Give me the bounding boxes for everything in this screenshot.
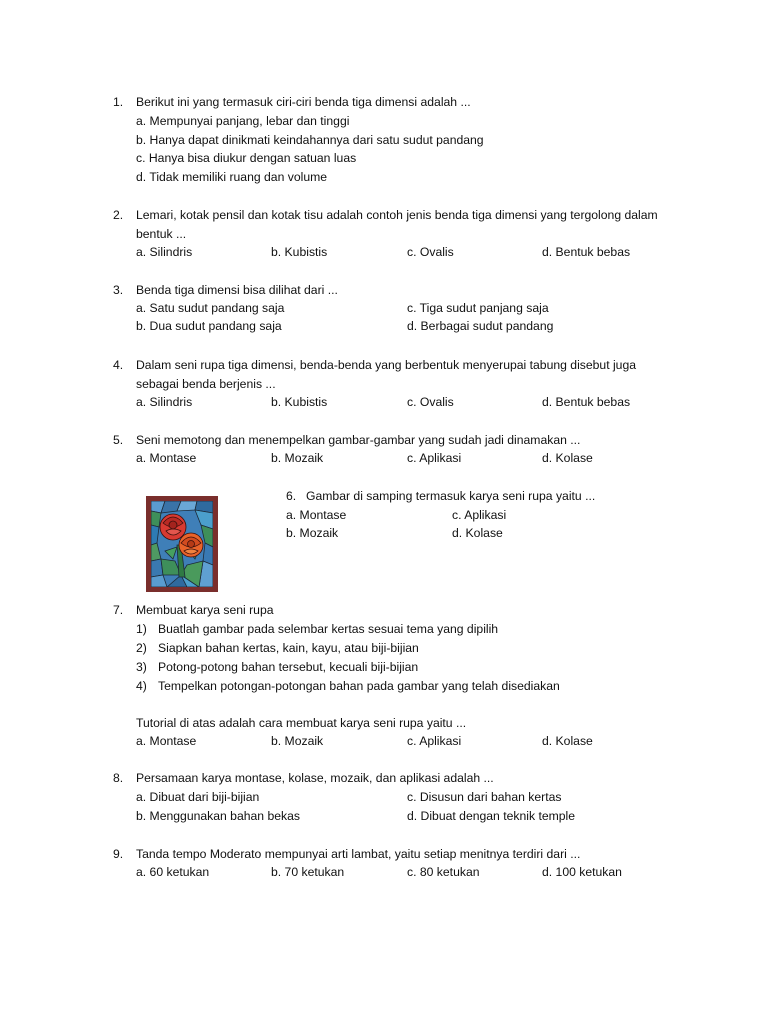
step-text: Buatlah gambar pada selembar kertas sesuai tema yang dipilih bbox=[158, 622, 499, 636]
option-d: d. Tidak memiliki ruang dan volume bbox=[136, 170, 328, 184]
question-stem-cont: sebagai benda berjenis ... bbox=[136, 377, 276, 391]
option-b: b. Mozaik bbox=[271, 734, 324, 748]
option-a: a. Dibuat dari biji-bijian bbox=[136, 790, 260, 804]
mosaic-artwork bbox=[151, 501, 213, 587]
question-number: 8. bbox=[113, 771, 124, 785]
step-number: 3) bbox=[136, 660, 147, 674]
question-number: 4. bbox=[113, 358, 124, 372]
option-c: c. Ovalis bbox=[407, 245, 454, 259]
mosaic-rose-image bbox=[146, 496, 218, 592]
question-stem: Lemari, kotak pensil dan kotak tisu adalah contoh jenis benda tiga dimensi yang tergolong dalam bbox=[136, 208, 658, 222]
option-b: b. Menggunakan bahan bekas bbox=[136, 809, 300, 823]
question-number: 1. bbox=[113, 95, 124, 109]
step-text: Siapkan bahan kertas, kain, kayu, atau biji-bijian bbox=[158, 641, 419, 655]
option-b: b. Hanya dapat dinikmati keindahannya dari satu sudut pandang bbox=[136, 133, 484, 147]
option-a: a. Satu sudut pandang saja bbox=[136, 301, 285, 315]
option-a: a. Silindris bbox=[136, 245, 193, 259]
option-c: c. Aplikasi bbox=[407, 451, 462, 465]
option-c: c. Ovalis bbox=[407, 395, 454, 409]
question-number: 7. bbox=[113, 603, 124, 617]
option-a: a. 60 ketukan bbox=[136, 865, 210, 879]
option-c: c. 80 ketukan bbox=[407, 865, 480, 879]
question-stem: Seni memotong dan menempelkan gambar-gambar yang sudah jadi dinamakan ... bbox=[136, 433, 581, 447]
question-number: 5. bbox=[113, 433, 124, 447]
option-c: c. Hanya bisa diukur dengan satuan luas bbox=[136, 151, 357, 165]
option-d: d. Kolase bbox=[542, 451, 593, 465]
question-number: 9. bbox=[113, 847, 124, 861]
option-c: c. Disusun dari bahan kertas bbox=[407, 790, 562, 804]
option-b: b. Dua sudut pandang saja bbox=[136, 319, 282, 333]
option-b: b. Kubistis bbox=[271, 245, 328, 259]
option-b: b. Kubistis bbox=[271, 395, 328, 409]
option-d: d. Kolase bbox=[452, 526, 503, 540]
option-d: d. Bentuk bebas bbox=[542, 245, 631, 259]
question-number: 2. bbox=[113, 208, 124, 222]
option-d: d. 100 ketukan bbox=[542, 865, 622, 879]
option-c: c. Tiga sudut panjang saja bbox=[407, 301, 549, 315]
option-a: a. Montase bbox=[286, 508, 347, 522]
question-stem: Persamaan karya montase, kolase, mozaik, dan aplikasi adalah ... bbox=[136, 771, 494, 785]
step-number: 1) bbox=[136, 622, 147, 636]
option-a: a. Montase bbox=[136, 451, 197, 465]
question-stem: Membuat karya seni rupa bbox=[136, 603, 274, 617]
option-b: b. 70 ketukan bbox=[271, 865, 345, 879]
option-c: c. Aplikasi bbox=[407, 734, 462, 748]
step-text: Potong-potong bahan tersebut, kecuali biji-bijian bbox=[158, 660, 419, 674]
step-number: 4) bbox=[136, 679, 147, 693]
question-stem: Benda tiga dimensi bisa dilihat dari ... bbox=[136, 283, 338, 297]
option-b: b. Mozaik bbox=[286, 526, 339, 540]
question-stem: Gambar di samping termasuk karya seni rupa yaitu ... bbox=[306, 489, 596, 503]
option-a: a. Silindris bbox=[136, 395, 193, 409]
question-stem: Tanda tempo Moderato mempunyai arti lambat, yaitu setiap menitnya terdiri dari ... bbox=[136, 847, 581, 861]
option-c: c. Aplikasi bbox=[452, 508, 507, 522]
question-number: 3. bbox=[113, 283, 124, 297]
option-a: a. Mempunyai panjang, lebar dan tinggi bbox=[136, 114, 350, 128]
step-number: 2) bbox=[136, 641, 147, 655]
option-b: b. Mozaik bbox=[271, 451, 324, 465]
option-d: d. Berbagai sudut pandang bbox=[407, 319, 554, 333]
option-a: a. Montase bbox=[136, 734, 197, 748]
question-number: 6. bbox=[286, 489, 297, 503]
question-stem: Dalam seni rupa tiga dimensi, benda-benda yang berbentuk menyerupai tabung disebut juga bbox=[136, 358, 637, 372]
option-d: d. Dibuat dengan teknik temple bbox=[407, 809, 576, 823]
question-stem: Berikut ini yang termasuk ciri-ciri benda tiga dimensi adalah ... bbox=[136, 95, 471, 109]
question-stem-cont: bentuk ... bbox=[136, 227, 187, 241]
step-text: Tempelkan potongan-potongan bahan pada gambar yang telah disediakan bbox=[158, 679, 560, 693]
option-d: d. Bentuk bebas bbox=[542, 395, 631, 409]
question-prompt: Tutorial di atas adalah cara membuat karya seni rupa yaitu ... bbox=[136, 716, 467, 730]
option-d: d. Kolase bbox=[542, 734, 593, 748]
